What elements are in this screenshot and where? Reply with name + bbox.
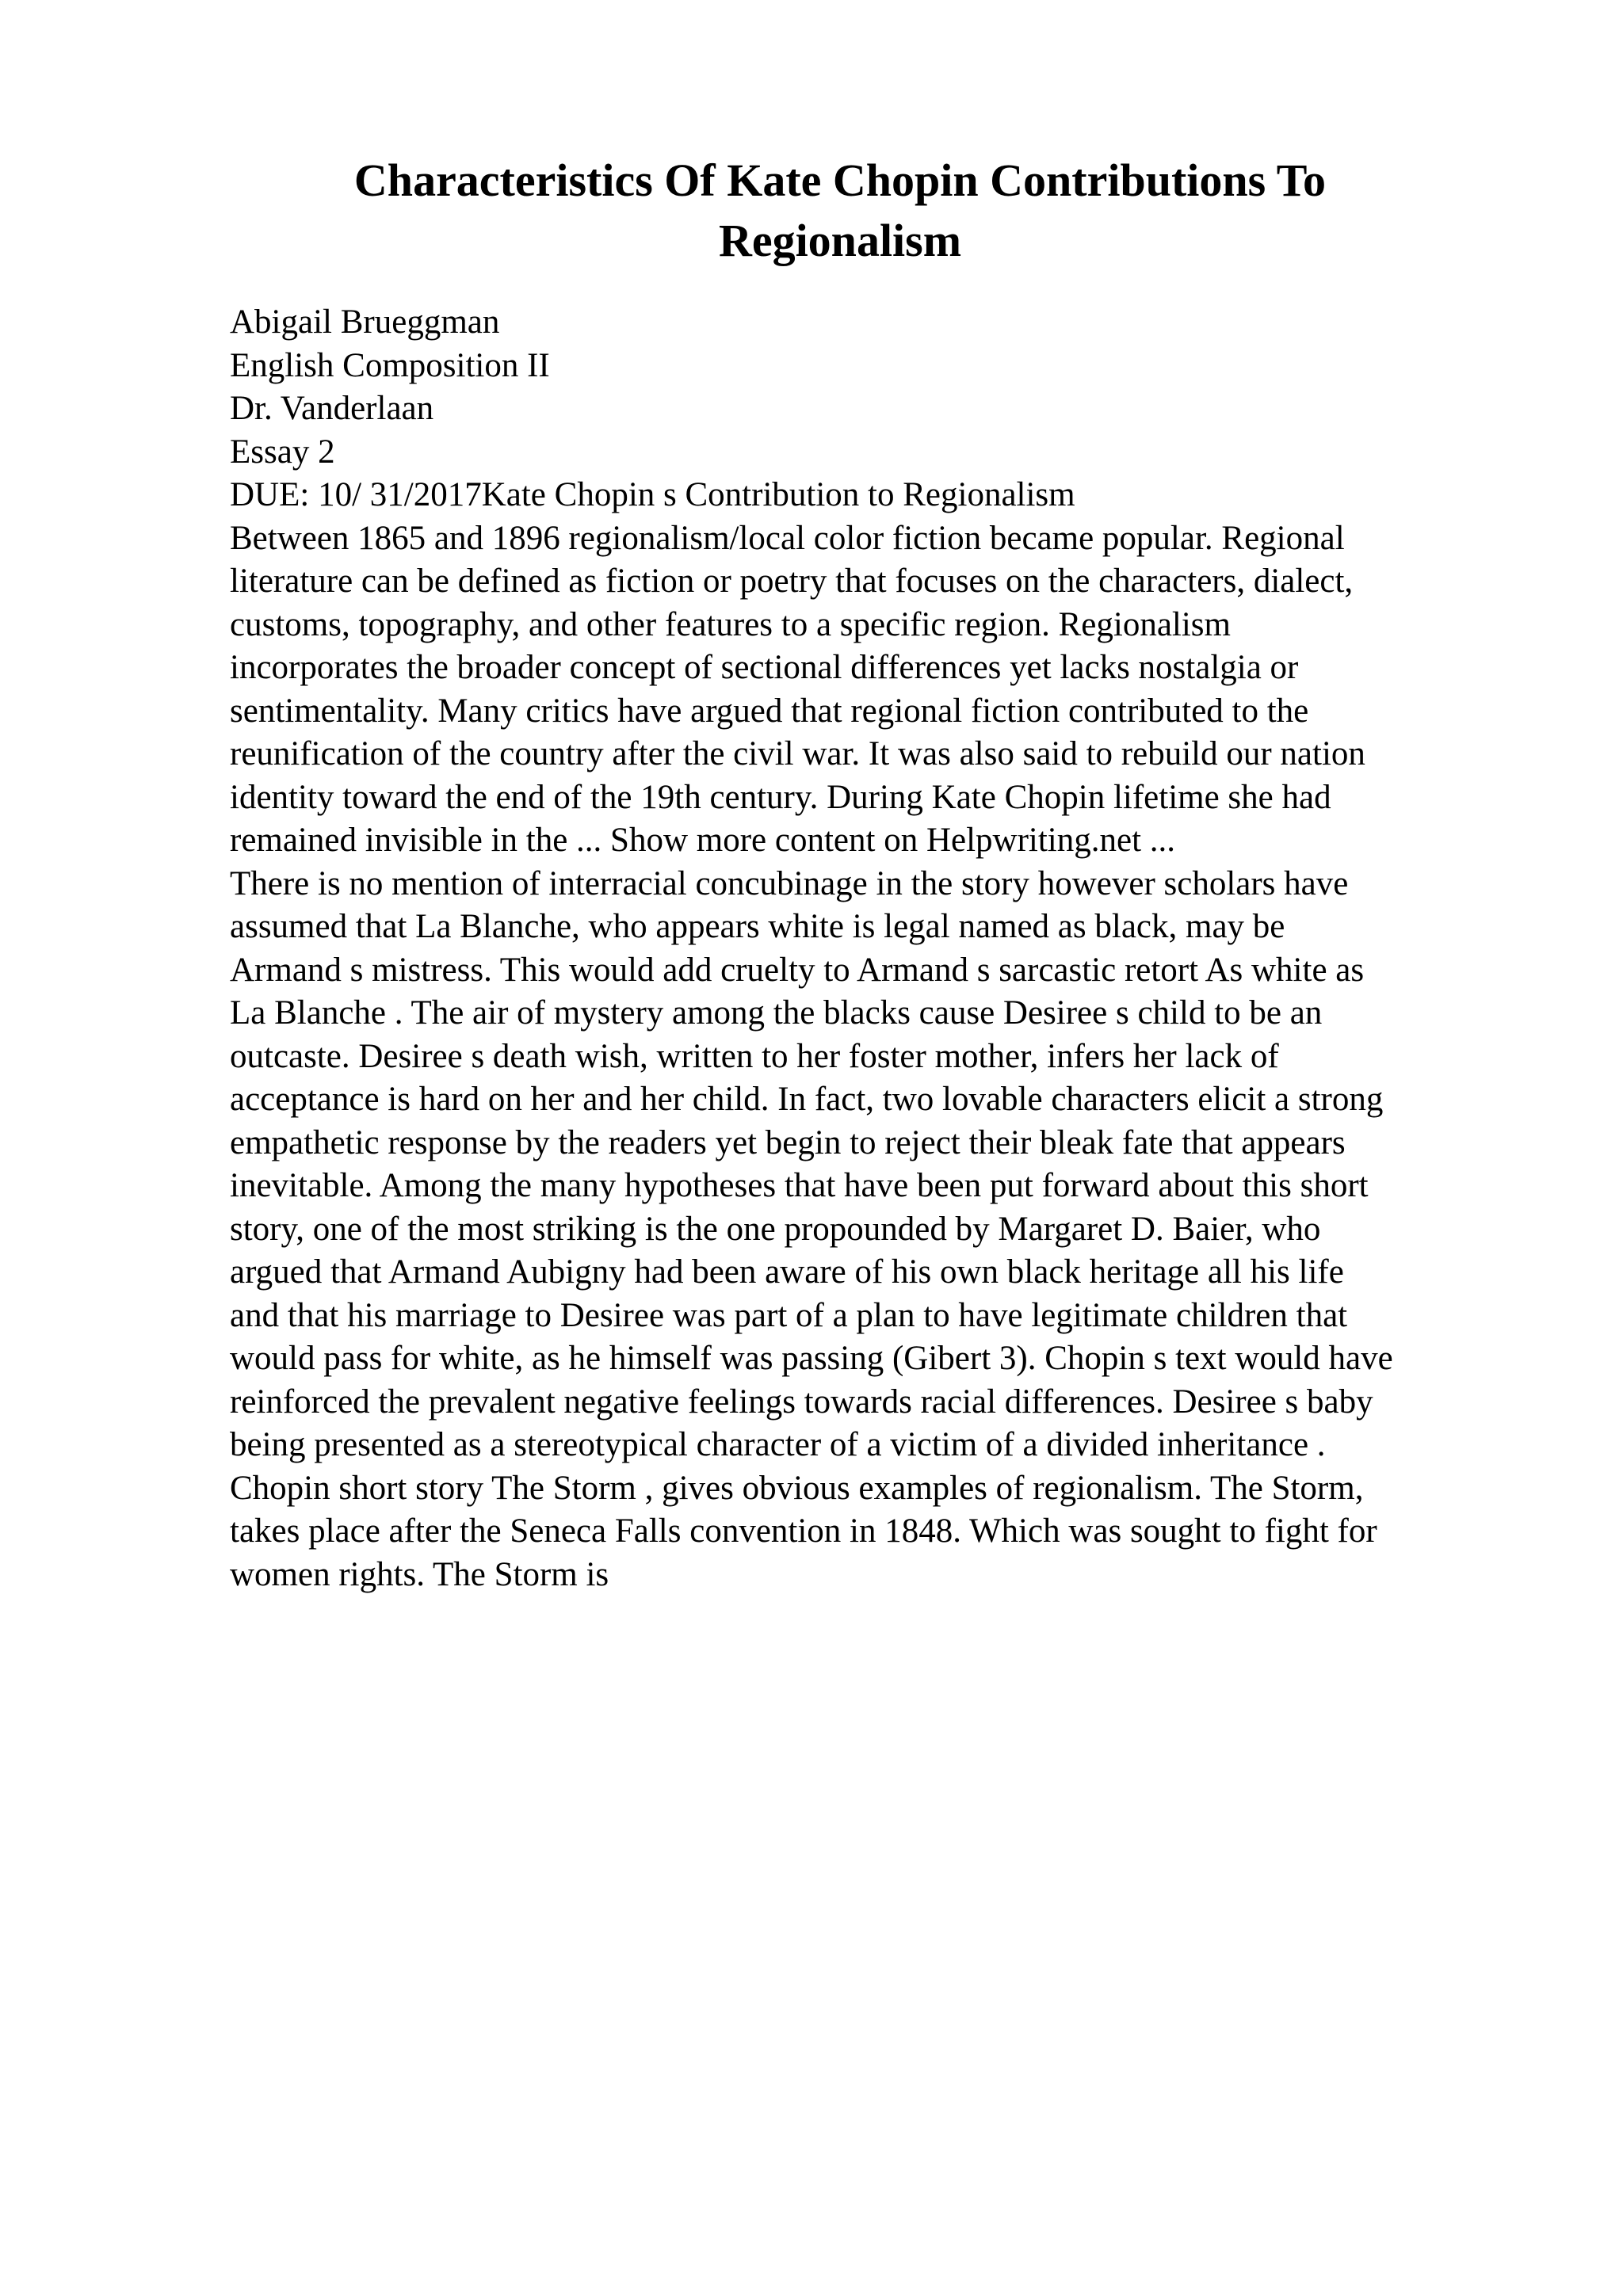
text-line: There is no mention of interracial concubinage in the story however scholars have [230,864,1349,902]
text-line: Armand s mistress. This would add cruelty to Armand s sarcastic retort As white as [230,951,1365,989]
paragraph-2 [230,863,1498,1597]
text-line: and that his marriage to Desiree was part of a plan to have legitimate children that [230,1296,1348,1334]
text-line: empathetic response by the readers yet begin to reject their bleak fate that appears [230,1123,1346,1161]
text-line: acceptance is hard on her and her child. In fact, two lovable characters elicit a strong [230,1081,1384,1118]
text-line: story, one of the most striking is the one propounded by Margaret D. Baier, who [230,1210,1321,1248]
text-line: women rights. The Storm is [230,1555,609,1593]
author-name: Abigail Brueggman [230,303,500,341]
course-name: English Composition II [230,346,550,384]
text-line: identity toward the end of the 19th century. During Kate Chopin lifetime she had [230,778,1331,816]
text-line: remained invisible in the ... Show more content on Helpwriting.net ... [230,822,1176,859]
text-line: reunification of the country after the civil war. It was also said to rebuild our nation [230,735,1365,772]
text-line: being presented as a stereotypical character of a victim of a divided inheritance . [230,1426,1326,1463]
text-line: reinforced the prevalent negative feelings towards racial differences. Desiree s baby [230,1383,1373,1421]
text-line: inevitable. Among the many hypotheses that have been put forward about this short [230,1167,1369,1204]
text-line: outcaste. Desiree s death wish, written to her foster mother, infers her lack of [230,1037,1279,1075]
text-line: assumed that La Blanche, who appears white is legal named as black, may be [230,908,1285,945]
text-line: customs, topography, and other features to a specific region. Regionalism [230,605,1231,643]
text-line: argued that Armand Aubigny had been aware of his own black heritage all his life [230,1253,1344,1291]
title-line-2: Regionalism [718,215,962,266]
text-line: sentimentality. Many critics have argued that regional fiction contributed to the [230,692,1309,730]
text-line: Chopin short story The Storm , gives obvious examples of regionalism. The Storm, [230,1469,1364,1507]
text-line: Between 1865 and 1896 regionalism/local color fiction became popular. Regional [230,519,1345,557]
document-title [285,151,1395,271]
paragraph-1 [230,517,1498,863]
text-line: literature can be defined as fiction or poetry that focuses on the characters, dialect, [230,563,1354,600]
text-line: La Blanche . The air of mystery among the blacks cause Desiree s child to be an [230,994,1323,1032]
assignment-label: Essay 2 [230,433,335,471]
due-date-and-essay-title: DUE: 10/ 31/2017Kate Chopin s Contribution to Regionalism [230,476,1075,513]
instructor-name: Dr. Vanderlaan [230,390,434,427]
text-line: would pass for white, as he himself was passing (Gibert 3). Chopin s text would have [230,1340,1393,1377]
text-line: incorporates the broader concept of sectional differences yet lacks nostalgia or [230,649,1299,686]
title-line-1: Characteristics Of Kate Chopin Contributions To [353,154,1327,206]
text-line: takes place after the Seneca Falls convention in 1848. Which was sought to fight for [230,1512,1377,1550]
document-body [230,301,1498,1596]
